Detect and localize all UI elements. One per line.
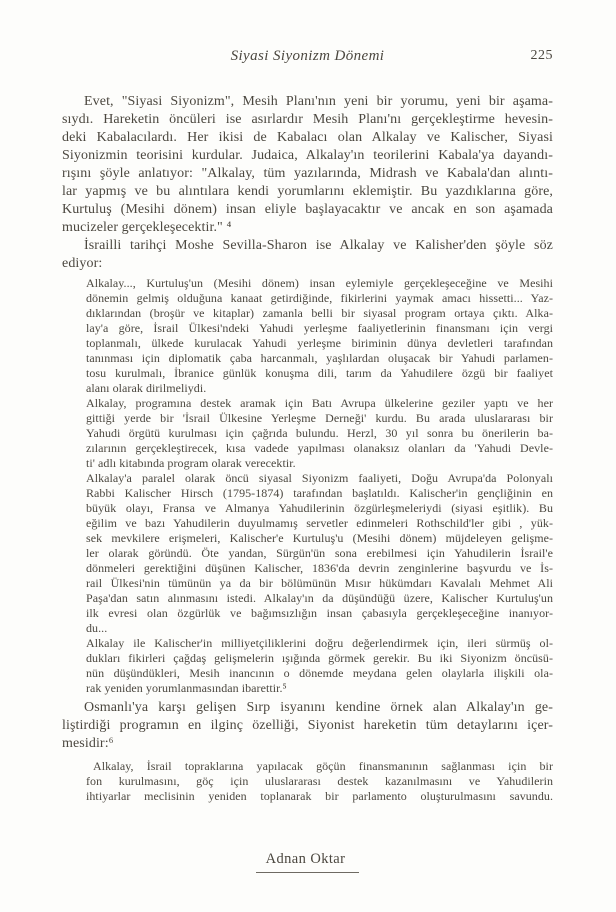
text-line: tanınması için diplomatik çaba harcanmalı, yaşlılardan oluşacak bir Yahudi parlamen- xyxy=(86,351,553,365)
text-line: liştirdiği programın en ilginç özelliği, Siyonist hareketin tüm detaylarını içer- xyxy=(62,718,553,733)
text-line: Siyonizmin teorisini kurdular. Judaica, Alkalay'ın teorilerini Kabala'ya dayandı- xyxy=(62,148,553,163)
text-line: eğilim ve bazı Yahudilerin duyulmamış servetler edinmeleri Rothschild'ler gibi , yük- xyxy=(86,516,553,530)
text-line: nün düşündükleri, Mesih inancının o dönemde meydana gelen olaylarla ilişkili ola- xyxy=(86,666,553,680)
text-line: Alkalay'a paralel olarak öncü siyasal Siyonizm faaliyeti, Doğu Avrupa'da Polonyalı xyxy=(86,471,553,485)
text-line: Paşa'dan satın alınmasını istedi. Alkalay'ın da düşündüğü üzere, Kalischer Kurtuluş'un xyxy=(86,591,553,605)
block-quote xyxy=(86,759,553,804)
paragraph xyxy=(62,237,553,273)
text-line: sıydı. Hareketin öncüleri ise asırlardır Mesih Planı'nı gerçekleştirme hevesin- xyxy=(62,112,553,127)
text-line: Evet, "Siyasi Siyonizm", Mesih Planı'nın yeni bir yorumu, yeni bir aşama- xyxy=(84,94,553,109)
running-head xyxy=(62,48,553,66)
text-line: İsrailli tarihçi Moshe Sevilla-Sharon ise Alkalay ve Kalisher'den şöyle söz xyxy=(84,238,553,253)
text-line: dıklarından (broşür ve kitaplar) zamanla belli bir siyasal program ortaya çıktı. Alka- xyxy=(86,306,553,320)
text-line: rail Ülkesi'nin tümünün ya da bir bölümünün Mısır hükümdarı Kavalalı Mehmet Ali xyxy=(86,576,553,590)
text-line: du... xyxy=(86,621,108,635)
text-line: sek mevkilere erişmeleri, Kalischer'e Kurtuluş'u (Mesihi dönem) müjdeleyen gelişme- xyxy=(86,531,553,545)
chapter-title: Siyasi Siyonizm Dönemi xyxy=(230,48,385,64)
text-line: Rabbi Kalischer Hirsch (1795-1874) tarafından başlatıldı. Kalischer'in gençliğinin en xyxy=(86,486,553,500)
text-line: büyük olayı, Fransa ve Almanya Yahudilerinin özgürleşmeleriydi (siyasi eşitlik). Bu xyxy=(86,501,553,515)
text-line: dukları fikirleri çağdaş gelişmelerin ışığında görmek gerekir. Bu iki Siyonizm öncüsü- xyxy=(86,651,553,665)
text-line: rışını şöyle anlatıyor: "Alkalay, tüm yazılarında, Midrash ve Kabala'dan alıntı- xyxy=(62,166,553,181)
text-line: dönmeleri gerektiğini düşünen Kalischer, 1836'da devrin zenginlerine başvurdu ve İs- xyxy=(86,561,553,575)
page-number: 225 xyxy=(530,48,553,63)
text-line: deki Kabalacılardı. Her ikisi de Kabalacı olan Alkalay ve Kalischer, Siyasi xyxy=(62,130,553,145)
text-line: tosu kurulmalı, İbranice günlük konuşma dili, tarım da Yahudilere özgü bir faaliyet xyxy=(86,366,553,380)
text-line: mesidir:⁶ xyxy=(62,736,114,751)
text-line: ler olarak göründü. Öte yandan, Sürgün'ün sona erebilmesi için Yahudilerin İsrail'e xyxy=(86,546,553,560)
text-line: Yahudi örgütü kurulması için çağrıda bulundu. Herzl, 30 yıl sonra bu önerilerin ba- xyxy=(86,426,553,440)
text-line: fon kurulmasını, göç için uluslararası destek kazanılmasını ve Yahudilerin xyxy=(86,774,553,788)
text-line: dönemin gelmiş olduğuna kanaat getirdiğinde, fikirlerini yaymak amacı hissetti... Yaz- xyxy=(86,291,553,305)
text-line: ediyor: xyxy=(62,256,103,271)
text-line: Alkalay..., Kurtuluş'un (Mesihi dönem) insan eylemiyle gerçekleşeceğine ve Mesihi xyxy=(86,276,553,290)
text-line: mucizeler gerçekleşecektir." ⁴ xyxy=(62,220,232,235)
text-line: ihtiyarlar meclisinin yeniden toplanarak bir parlamento oluşturulmasını savundu. xyxy=(86,789,553,803)
text-line: alanı olarak dirilmeliydi. xyxy=(86,381,207,395)
text-line: lar yapmış ve bu alıntılara kendi yorumlarını eklemiştir. Bu yazdıklarına göre, xyxy=(62,184,553,199)
block-quote xyxy=(86,276,553,696)
text-line: gittiği yerde bir 'İsrail Ülkesine Yerleşme Derneği' kurdu. Bu arada uluslararası bir xyxy=(86,411,553,425)
text-line: lay'a göre, İsrail Ülkesi'ndeki Yahudi yerleşme faaliyetlerinin finansmanı için vergi xyxy=(86,321,553,335)
paragraph xyxy=(62,699,553,753)
text-line: Alkalay ile Kalischer'in milliyetçiliklerini doğru değerlendirmek için, ileri sürmüş ol- xyxy=(86,636,553,650)
text-line: Osmanlı'ya karşı gelişen Sırp isyanını kendine örnek alan Alkalay'ın ge- xyxy=(84,700,553,715)
author-signature: Adnan Oktar xyxy=(256,851,360,873)
paragraph xyxy=(62,93,553,237)
text-line: rak yeniden yorumlanmasından ibarettir.⁵ xyxy=(86,681,287,695)
text-line: ilk evresi olan özgürlük ve bağımsızlığın insan çabasıyla gerçekleşeceğine inanıyor- xyxy=(86,606,553,620)
text-line: Alkalay, programına destek aramak için Batı Avrupa ülkelerine geziler yaptı ve her xyxy=(86,396,553,410)
text-line: Kurtuluş (Mesihi dönem) insan eliyle başlayacaktır ve ancak en son aşamada xyxy=(62,202,553,217)
text-line: Alkalay, İsrail topraklarına yapılacak göçün finansmanının sağlanması için bir xyxy=(93,759,553,773)
text-line: zılarının gerçekleştirecek, kısa vadede yapılması olanaksız olanları da 'Yahudi Devle- xyxy=(86,441,553,455)
text-line: ti' adlı kitabında program olarak verecektir. xyxy=(86,456,296,470)
page-footer xyxy=(62,850,553,873)
text-line: toplanmalı, ülkede kurulacak Yahudi yerleşme biriminin dünya devletleri tarafından xyxy=(86,336,553,350)
